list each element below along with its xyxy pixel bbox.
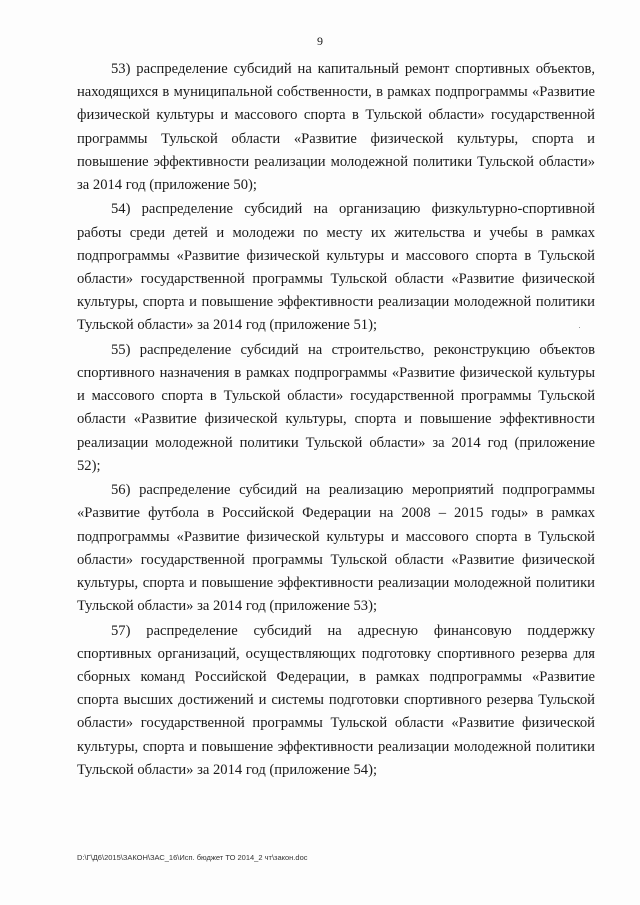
scan-speck: · <box>578 322 581 332</box>
footer-file-path: D:\Г\Д6\2015\ЗАКОН\ЗАС_16\Исп. бюджет ТО 2014_2 чт\закон.doc <box>77 853 308 862</box>
document-body <box>77 58 595 783</box>
paragraph-56: 56) распределение субсидий на реализацию мероприятий подпрограммы «Развитие футбола в Российской Федерации на 2008 – 2015 годы» в рамках подпрограммы «Развитие физической культуры и массового спорта в Тульской области» государственной программы Тульской области «Развитие физической культуры, спорта и повышение эффективности реализации молодежной политики Тульской области» за 2014 год (приложение 53); <box>77 482 595 615</box>
paragraph-54: 54) распределение субсидий на организацию физкультурно-спортивной работы среди детей и молодежи по месту их жительства и учебы в рамках подпрограммы «Развитие физической культуры и массового спорта в Тульской области» государственной программы Тульской области «Развитие физической культуры, спорта и повышение эффективности реализации молодежной политики Тульской области» за 2014 год (приложение 51); <box>77 201 595 334</box>
paragraph-55: 55) распределение субсидий на строительство, реконструкцию объектов спортивного назначения в рамках подпрограммы «Развитие физической культуры и массового спорта в Тульской области» государственной программы Тульской области «Развитие физической культуры, спорта и повышение эффективности реализации молодежной политики Тульской области» за 2014 год (приложение 52); <box>77 341 595 474</box>
paragraph-57: 57) распределение субсидий на адресную финансовую поддержку спортивных организаций, осуществляющих подготовку спортивного резерва для сборных команд Российской Федерации, в рамках подпрограммы «Развитие спорта высших достижений и системы подготовки спортивного резерва Тульской области» государственной программы Тульской области «Развитие физической культуры, спорта и повышение эффективности реализации молодежной политики Тульской области» за 2014 год (приложение 54); <box>77 622 595 778</box>
paragraph-53: 53) распределение субсидий на капитальный ремонт спортивных объектов, находящихся в муниципальной собственности, в рамках подпрограммы «Развитие физической культуры и массового спорта в Тульской области» государственной программы Тульской области «Развитие физической культуры, спорта и повышение эффективности реализации молодежной политики Тульской области» за 2014 год (приложение 50); <box>77 61 595 194</box>
page-number: 9 <box>317 34 323 48</box>
